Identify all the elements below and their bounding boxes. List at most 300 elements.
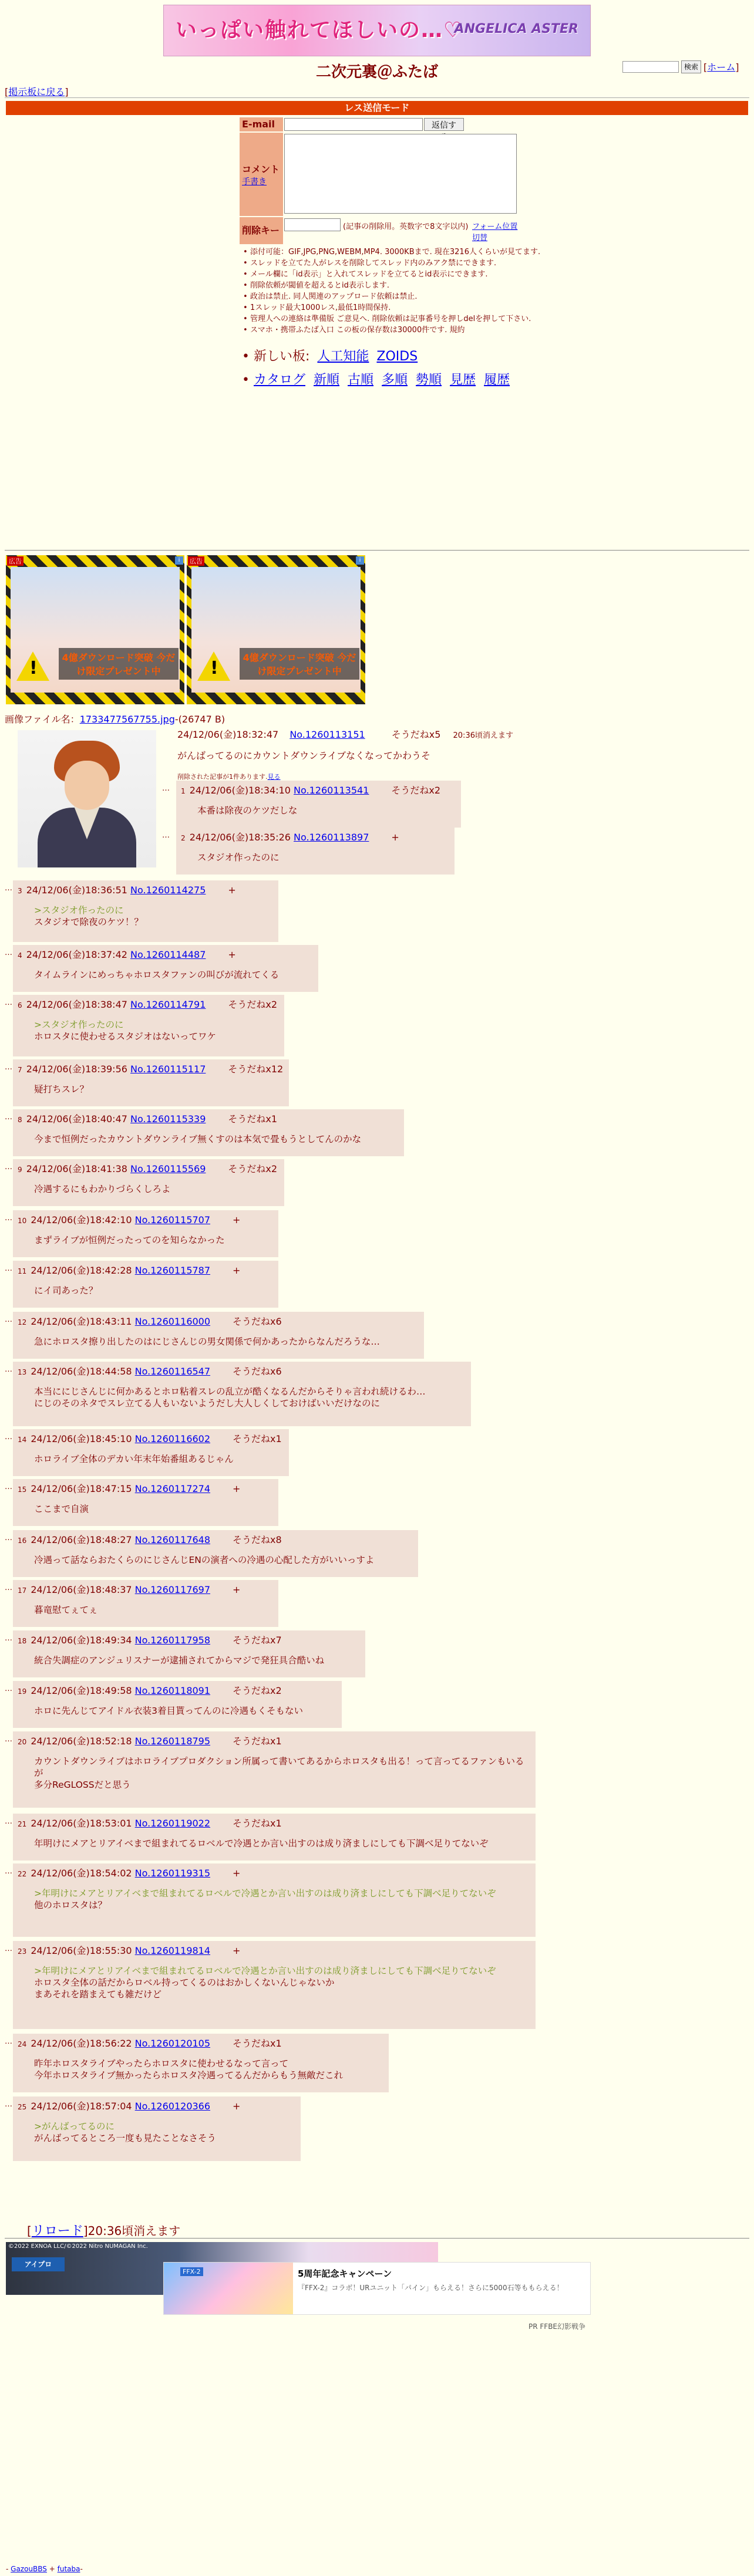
reply-header bbox=[18, 997, 280, 1011]
reply-post bbox=[13, 1109, 404, 1156]
ad-info-icon[interactable]: i bbox=[175, 556, 183, 565]
nav-momentum[interactable]: 勢順 bbox=[416, 373, 442, 387]
reply-post bbox=[13, 1429, 289, 1476]
delete-key-note: (記事の削除用。英数字で8文字以内) bbox=[343, 222, 469, 231]
sodane-button[interactable]: そうだねx12 bbox=[228, 1064, 284, 1075]
reply-date: 24/12/06(金)18:54:02 bbox=[28, 1868, 135, 1879]
op-body: がんばってるのにカウントダウンライブなくなってかわうそ bbox=[177, 750, 431, 761]
reply-post bbox=[13, 1362, 471, 1426]
banner-logo: ANGELICA ASTER bbox=[454, 22, 578, 36]
reply-header bbox=[18, 2036, 384, 2050]
reply-post-number[interactable]: No.1260120105 bbox=[134, 2038, 211, 2049]
rules-list bbox=[242, 247, 594, 336]
reply-date: 24/12/06(金)18:45:10 bbox=[28, 1433, 135, 1444]
reply-post-number[interactable]: No.1260119814 bbox=[134, 1945, 211, 1956]
reply-date: 24/12/06(金)18:57:04 bbox=[28, 2101, 135, 2112]
nav-history[interactable]: 履歴 bbox=[484, 373, 510, 387]
reply-date: 24/12/06(金)18:52:18 bbox=[28, 1736, 135, 1747]
reload-link[interactable]: リロード bbox=[31, 2224, 83, 2239]
reply-body bbox=[197, 852, 450, 863]
reply-index: 13 bbox=[18, 1368, 27, 1376]
reply-index: 16 bbox=[18, 1537, 27, 1545]
reply-date: 24/12/06(金)18:48:27 bbox=[28, 1534, 135, 1545]
futaba-link[interactable]: futaba bbox=[57, 2565, 80, 2573]
reply-header bbox=[18, 1162, 280, 1175]
text-line: ホロライブ全体のデカい年末年始番組あるじゃん bbox=[34, 1454, 234, 1464]
ad-tag: 広告 bbox=[188, 556, 204, 566]
reply-index: 2 bbox=[181, 834, 186, 842]
reply-post-number[interactable]: No.1260119315 bbox=[134, 1868, 211, 1879]
ad-caption: 4億ダウンロード突破 今だけ限定プレゼント中 bbox=[59, 648, 179, 680]
reply-body bbox=[34, 1965, 531, 2000]
reply-index: 10 bbox=[18, 1217, 27, 1225]
reply-header bbox=[18, 1816, 531, 1829]
reply-body bbox=[34, 1838, 531, 1849]
reply-header bbox=[18, 1263, 274, 1277]
reply-index: 12 bbox=[18, 1318, 27, 1326]
divider bbox=[5, 97, 749, 98]
reply-date: 24/12/06(金)18:43:11 bbox=[28, 1316, 135, 1327]
reply-marker: … bbox=[5, 1534, 12, 1542]
quote-line: >スタジオ作ったのに bbox=[34, 905, 124, 916]
text-line: カウントダウンライブはホロライブプロダクション所属って書いてあるからホロスタも出る！って言ってるファンもいるが bbox=[34, 1756, 524, 1778]
handwrite-link[interactable]: 手書き bbox=[242, 177, 267, 187]
reply-post-number[interactable]: No.1260116547 bbox=[134, 1366, 211, 1377]
reply-post bbox=[176, 828, 455, 875]
reply-index: 19 bbox=[18, 1687, 27, 1696]
reply-marker: … bbox=[5, 1584, 12, 1592]
reply-index: 21 bbox=[18, 1820, 27, 1828]
text-line: スタジオ作ったのに bbox=[197, 852, 280, 863]
reply-date: 24/12/06(金)18:34:10 bbox=[186, 785, 294, 796]
rule-item: • スマホ・携帯ふたば入口 この板の保存数は30000件です. 規約 bbox=[242, 325, 594, 336]
text-line: 急にホロスタ擦り出したのはにじさんじの男女関係で何かあったからなんだろうな… bbox=[34, 1336, 380, 1347]
reply-post-number[interactable]: No.1260117697 bbox=[134, 1584, 211, 1595]
reply-body bbox=[34, 969, 314, 981]
quote-line: >がんばってるのに bbox=[34, 2121, 115, 2132]
reply-body bbox=[34, 2058, 384, 2081]
reply-body bbox=[34, 1705, 337, 1717]
reply-header bbox=[18, 1112, 399, 1125]
reply-body bbox=[34, 1285, 274, 1297]
text-line: 本番は除夜のケツだしな bbox=[197, 805, 298, 816]
nav-new[interactable]: 新順 bbox=[314, 373, 340, 387]
sodane-button[interactable]: そうだねx2 bbox=[228, 999, 278, 1010]
reply-body bbox=[34, 1019, 280, 1042]
sodane-button[interactable]: + bbox=[228, 884, 236, 896]
reply-date: 24/12/06(金)18:48:37 bbox=[28, 1584, 135, 1595]
reply-post bbox=[13, 1530, 418, 1577]
reply-marker: … bbox=[5, 1113, 12, 1122]
sodane-button[interactable]: そうだねx5 bbox=[391, 729, 441, 740]
reply-header bbox=[18, 1481, 274, 1495]
text-line: まずライブが恒例だったってのを知らなかった bbox=[34, 1235, 225, 1245]
reply-marker: … bbox=[162, 784, 170, 793]
reply-post-number[interactable]: No.1260117274 bbox=[134, 1483, 211, 1494]
reply-body bbox=[34, 1604, 274, 1616]
reply-date: 24/12/06(金)18:38:47 bbox=[23, 999, 131, 1010]
quote-line: >年明けにメアとリアイベまで組まれてるロベルで冷遇とか言い出すのは成り済ましにしても下調べ足りてないぞ bbox=[34, 1966, 496, 1976]
rule-item: • 添付可能：GIF,JPG,PNG,WEBM,MP4. 3000KBまで. 現在3216人くらいが見てます. bbox=[242, 247, 594, 258]
ad-info-icon[interactable]: i bbox=[356, 556, 364, 565]
reply-post-number[interactable]: No.1260116000 bbox=[134, 1316, 211, 1327]
reply-header bbox=[18, 1866, 531, 1879]
email-field[interactable] bbox=[284, 118, 423, 131]
submit-reply-button[interactable]: 返信す bbox=[424, 118, 464, 131]
ad-logo: アイプロ bbox=[12, 2257, 65, 2271]
sodane-button[interactable]: そうだねx2 bbox=[391, 785, 441, 796]
reply-date: 24/12/06(金)18:40:47 bbox=[23, 1113, 131, 1125]
sodane-button[interactable]: + bbox=[233, 1584, 241, 1595]
reply-body bbox=[34, 904, 274, 928]
ad-banner-left[interactable]: 広告 i ! 4億ダウンロード突破 今だけ限定プレゼント中 bbox=[6, 555, 184, 704]
mode-bar: レス送信モード bbox=[6, 101, 748, 115]
reply-date: 24/12/06(金)18:42:28 bbox=[28, 1265, 135, 1276]
reply-post bbox=[13, 880, 278, 942]
reply-index: 15 bbox=[18, 1485, 27, 1494]
sodane-button[interactable]: + bbox=[233, 1214, 241, 1225]
reply-header bbox=[18, 947, 314, 961]
thread-expire: 20:36頃消えます bbox=[87, 2224, 181, 2238]
reply-post bbox=[13, 1261, 278, 1308]
op-header bbox=[177, 727, 513, 741]
reply-post-number[interactable]: No.1260114275 bbox=[130, 884, 206, 896]
reply-post bbox=[13, 1731, 536, 1808]
reply-body bbox=[34, 2121, 296, 2144]
sodane-button[interactable]: そうだねx1 bbox=[233, 1433, 282, 1444]
reply-post-number[interactable]: No.1260113897 bbox=[294, 832, 369, 843]
reply-marker: … bbox=[5, 1163, 12, 1171]
reply-marker: … bbox=[5, 1063, 12, 1072]
reload-area: [リロード]20:36頃消えます bbox=[27, 2224, 181, 2239]
reply-post bbox=[13, 1681, 342, 1728]
reply-header bbox=[18, 1943, 531, 1957]
reply-marker: … bbox=[5, 1433, 12, 1441]
reply-post bbox=[13, 1941, 536, 2029]
reply-header bbox=[18, 1582, 274, 1596]
search-box: 検索 [ホーム] bbox=[622, 60, 739, 73]
reply-date: 24/12/06(金)18:49:58 bbox=[28, 1685, 135, 1696]
reply-post bbox=[13, 1210, 278, 1257]
text-line: 年明けにメアとリアイベまで組まれてるロベルで冷遇とか言い出すのは成り済ましにしても下調べ足りてないぞ bbox=[34, 1838, 489, 1849]
quote-line: >年明けにメアとリアイベまで組まれてるロベルで冷遇とか言い出すのは成り済ましにしても下調べ足りてないぞ bbox=[34, 1888, 496, 1899]
reply-marker: … bbox=[5, 1634, 12, 1643]
comment-field[interactable] bbox=[284, 134, 517, 214]
text-line: 統合失調症のアンジュリスナーが逮捕されてからマジで発狂具合酷いね bbox=[34, 1655, 325, 1666]
reply-post-number[interactable]: No.1260114791 bbox=[130, 999, 206, 1010]
reply-post-number[interactable]: No.1260115787 bbox=[134, 1265, 211, 1276]
reply-marker: … bbox=[5, 1214, 12, 1223]
reply-marker: … bbox=[5, 1817, 12, 1826]
reply-post-number[interactable]: No.1260114487 bbox=[130, 949, 206, 960]
reply-date: 24/12/06(金)18:39:56 bbox=[23, 1064, 131, 1075]
reply-date: 24/12/06(金)18:42:10 bbox=[28, 1214, 135, 1225]
sodane-button[interactable]: そうだねx1 bbox=[233, 1736, 282, 1747]
reply-body bbox=[34, 1234, 274, 1246]
sodane-button[interactable]: + bbox=[233, 1265, 241, 1276]
top-banner-ad[interactable] bbox=[163, 5, 591, 56]
bottom-ad-native[interactable] bbox=[163, 2262, 591, 2315]
text-line: 昨年ホロスタライブやったらホロスタに使わせるなって言って bbox=[34, 2058, 289, 2069]
reply-date: 24/12/06(金)18:37:42 bbox=[23, 949, 131, 960]
reply-marker: … bbox=[5, 1735, 12, 1744]
sodane-button[interactable]: + bbox=[228, 949, 236, 960]
sodane-button[interactable]: そうだねx6 bbox=[233, 1366, 282, 1377]
reply-post bbox=[13, 1580, 278, 1627]
ad-pr-label: PR FFBE幻影戦争 bbox=[529, 2322, 586, 2331]
file-size: -(26747 B) bbox=[174, 714, 225, 725]
reply-body bbox=[34, 1183, 280, 1195]
reply-post-number[interactable]: No.1260115569 bbox=[130, 1163, 206, 1174]
reply-marker: … bbox=[5, 884, 12, 893]
reply-marker: … bbox=[162, 831, 170, 840]
op-image-file-link[interactable]: 1733477567755.jpg bbox=[79, 714, 175, 725]
reply-header bbox=[181, 830, 450, 843]
nav-catalog[interactable]: カタログ bbox=[253, 373, 305, 387]
reply-date: 24/12/06(金)18:53:01 bbox=[28, 1818, 135, 1829]
reply-body bbox=[34, 1083, 284, 1095]
reply-marker: … bbox=[5, 1483, 12, 1491]
reply-marker: … bbox=[5, 1867, 12, 1876]
sodane-button[interactable]: そうだねx1 bbox=[233, 2038, 282, 2049]
text-line: 疑打ちスレ？ bbox=[34, 1084, 89, 1095]
reply-body bbox=[34, 1503, 274, 1515]
reply-index: 18 bbox=[18, 1637, 27, 1645]
reply-body bbox=[34, 1453, 284, 1465]
site-title: 二次元裏＠ふたば bbox=[315, 63, 438, 81]
text-line: ホロスタに使わせるスタジオはないってワケ bbox=[34, 1031, 217, 1042]
text-line: 冷遇するにもわかりづらくしろよ bbox=[34, 1184, 171, 1194]
gazoubbs-link[interactable]: GazouBBS bbox=[11, 2565, 47, 2573]
rule-item: • 管理人への連絡は準備版 ご意見へ. 削除依頼は記事番号を押しdelを押して下さい. bbox=[242, 313, 594, 325]
delete-key-label: 削除キー bbox=[240, 217, 283, 244]
reply-marker: … bbox=[5, 1944, 12, 1953]
op-date: 24/12/06(金)18:32:47 bbox=[177, 729, 279, 740]
sodane-button[interactable]: そうだねx2 bbox=[228, 1163, 278, 1174]
board-link-zoids[interactable]: ZOIDS bbox=[376, 349, 418, 364]
delete-key-field[interactable] bbox=[284, 218, 341, 231]
reply-body bbox=[34, 1133, 399, 1145]
text-line: にイ司あった？ bbox=[34, 1285, 98, 1296]
reply-header bbox=[18, 1633, 361, 1646]
sodane-button[interactable]: そうだねx6 bbox=[233, 1316, 282, 1327]
search-input[interactable] bbox=[622, 61, 679, 73]
sodane-button[interactable]: そうだねx7 bbox=[233, 1635, 282, 1646]
reply-marker: … bbox=[5, 1264, 12, 1273]
text-line: タイムラインにめっちゃホロスタファンの叫びが流れてくる bbox=[34, 970, 280, 980]
text-line: がんばってるところ一度も見たことなさそう bbox=[34, 2133, 217, 2143]
text-line: まあそれを踏まえても雑だけど bbox=[34, 1989, 162, 2000]
home-link[interactable]: ホーム bbox=[707, 62, 736, 73]
reply-date: 24/12/06(金)18:44:58 bbox=[28, 1366, 135, 1377]
reply-marker: … bbox=[5, 2037, 12, 2046]
new-boards: • 新しい板: 人工知能 ZOIDS bbox=[242, 349, 418, 364]
sodane-button[interactable]: そうだねx1 bbox=[233, 1818, 282, 1829]
reply-index: 17 bbox=[18, 1586, 27, 1595]
sodane-button[interactable]: そうだねx1 bbox=[228, 1113, 278, 1125]
sodane-button[interactable]: + bbox=[233, 1483, 241, 1494]
email-label: E-mail bbox=[240, 117, 283, 131]
form-position-toggle-link[interactable]: フォーム位置切替 bbox=[472, 222, 518, 242]
reply-post-number[interactable]: No.1260118795 bbox=[134, 1736, 211, 1747]
reply-header bbox=[18, 2099, 296, 2112]
back-to-board-link[interactable]: 掲示板に戻る bbox=[8, 86, 65, 97]
back-nav: [掲示板に戻る] bbox=[5, 86, 69, 97]
reply-marker: … bbox=[5, 998, 12, 1007]
reply-index: 11 bbox=[18, 1267, 27, 1275]
reply-index: 24 bbox=[18, 2040, 27, 2048]
reply-post-number[interactable]: No.1260115339 bbox=[130, 1113, 206, 1125]
reply-body bbox=[34, 1655, 361, 1666]
rule-item: • メール欄に「id表示」と入れてスレッドを立てるとid表示にできます. bbox=[242, 269, 594, 280]
ad-banner-right[interactable]: 広告 i ! 4億ダウンロード突破 今だけ限定プレゼント中 bbox=[187, 555, 365, 704]
op-expire: 20:36頃消えます bbox=[453, 731, 513, 740]
text-line: 暮竜慰てぇてぇ bbox=[34, 1605, 98, 1615]
reply-body bbox=[34, 1755, 531, 1791]
catalog-nav: • カタログ 新順 古順 多順 勢順 見歴 履歴 bbox=[242, 373, 510, 387]
reply-index: 6 bbox=[18, 1001, 22, 1010]
search-button[interactable]: 検索 bbox=[681, 60, 701, 73]
reply-post-number[interactable]: No.1260117958 bbox=[134, 1635, 211, 1646]
reply-header bbox=[18, 1432, 284, 1445]
reply-post bbox=[13, 2096, 301, 2161]
reply-post-number[interactable]: No.1260115117 bbox=[130, 1064, 206, 1075]
text-line: ホロスタ全体の話だからロベル持ってくるのはおかしくないんじゃないか bbox=[34, 1977, 335, 1988]
nav-viewed[interactable]: 見歴 bbox=[450, 373, 476, 387]
reply-index: 22 bbox=[18, 1870, 27, 1878]
reply-header bbox=[18, 1062, 284, 1075]
reply-post-number[interactable]: No.1260118091 bbox=[134, 1685, 211, 1696]
reply-post bbox=[13, 2034, 389, 2092]
ad-tag: 広告 bbox=[7, 556, 23, 566]
divider bbox=[5, 2238, 749, 2239]
reply-post bbox=[176, 781, 461, 828]
reply-post bbox=[13, 995, 284, 1056]
sodane-button[interactable]: + bbox=[391, 832, 399, 843]
reply-header bbox=[18, 1532, 413, 1546]
rule-item: • 1スレッド最大1000レス,最低1時間保持. bbox=[242, 302, 594, 313]
reply-header bbox=[18, 883, 274, 896]
nav-many[interactable]: 多順 bbox=[382, 373, 408, 387]
deleted-note: 削除された記事が1件あります.見る bbox=[177, 773, 281, 781]
rule-item: • 削除依頼が閾値を超えるとid表示します. bbox=[242, 280, 594, 291]
reply-date: 24/12/06(金)18:41:38 bbox=[23, 1163, 131, 1174]
reply-post bbox=[13, 1059, 289, 1106]
sodane-button[interactable]: + bbox=[233, 1868, 241, 1879]
footer: - GazouBBS + futaba- bbox=[6, 2565, 83, 2573]
sodane-button[interactable]: そうだねx8 bbox=[233, 1534, 282, 1545]
ad-thumb-label: FFX-2 bbox=[180, 2267, 203, 2276]
comment-label bbox=[240, 133, 283, 216]
reply-header bbox=[18, 1364, 466, 1378]
text-line: 多分ReGLOSSだと思う bbox=[34, 1780, 131, 1790]
rule-item: • 政治は禁止. 同人関連のアップロード依頼は禁止. bbox=[242, 291, 594, 302]
reply-index: 9 bbox=[18, 1166, 22, 1174]
reply-post bbox=[13, 1312, 424, 1359]
reply-index: 7 bbox=[18, 1066, 22, 1074]
text-line: スタジオで除夜のケツ！？ bbox=[34, 917, 143, 927]
reply-body bbox=[34, 1386, 466, 1409]
quote-line: >スタジオ作ったのに bbox=[34, 1019, 124, 1030]
reply-header bbox=[18, 1213, 274, 1226]
reply-post-number[interactable]: No.1260117648 bbox=[134, 1534, 211, 1545]
op-post-number[interactable]: No.1260113151 bbox=[290, 729, 365, 740]
reply-index: 20 bbox=[18, 1738, 27, 1746]
text-line: ここまで自演 bbox=[34, 1504, 89, 1514]
reply-marker: … bbox=[5, 1365, 12, 1374]
reply-index: 23 bbox=[18, 1947, 27, 1956]
reply-header bbox=[18, 1314, 419, 1328]
ad-copyright: ©2022 EXNOA LLC/©2022 Nitro NUMAGAN Inc. bbox=[8, 2243, 148, 2250]
reply-body bbox=[34, 1554, 413, 1566]
reply-index: 14 bbox=[18, 1436, 27, 1444]
op-file-info bbox=[5, 712, 225, 725]
reply-index: 8 bbox=[18, 1116, 22, 1124]
reply-date: 24/12/06(金)18:56:22 bbox=[28, 2038, 135, 2049]
reply-date: 24/12/06(金)18:47:15 bbox=[28, 1483, 135, 1494]
text-line: 本当ににじさんじに何かあるとホロ粘着スレの乱立が酷くなるんだからそりゃ言われ続けるわ… bbox=[34, 1386, 426, 1397]
reply-header bbox=[181, 783, 456, 796]
nav-old[interactable]: 古順 bbox=[348, 373, 374, 387]
board-link-ai[interactable]: 人工知能 bbox=[317, 349, 369, 364]
reply-index: 3 bbox=[18, 887, 22, 895]
comment-label-text: コメント bbox=[242, 164, 280, 175]
rule-item: • スレッドを立てた人がレスを削除してスレッド内のみアク禁にできます. bbox=[242, 258, 594, 269]
text-line: 冷遇って話ならおたくらのにじさんじENの演者への冷遇の心配した方がいいっすよ bbox=[34, 1555, 375, 1565]
sodane-button[interactable]: そうだねx2 bbox=[233, 1685, 282, 1696]
reply-post-number[interactable]: No.1260115707 bbox=[134, 1214, 211, 1225]
show-deleted-link[interactable]: 見る bbox=[267, 773, 281, 781]
file-label: 画像ファイル名： bbox=[5, 714, 80, 725]
reply-body bbox=[34, 1336, 419, 1348]
sodane-button[interactable]: + bbox=[233, 2101, 241, 2112]
sodane-button[interactable]: + bbox=[233, 1945, 241, 1956]
reply-post-number[interactable]: No.1260113541 bbox=[294, 785, 369, 796]
reply-marker: … bbox=[5, 2100, 12, 2109]
reply-post bbox=[13, 1159, 284, 1206]
divider bbox=[5, 550, 749, 551]
reply-header bbox=[18, 1683, 337, 1697]
reply-post bbox=[13, 1863, 536, 1937]
text-line: にじのそのネタでスレ立てる人もいないようだし大人しくしておけばいいだけなのに bbox=[34, 1398, 381, 1409]
reply-marker: … bbox=[5, 1684, 12, 1693]
reply-marker: … bbox=[5, 948, 12, 957]
reply-post bbox=[13, 1630, 365, 1677]
reply-date: 24/12/06(金)18:36:51 bbox=[23, 884, 131, 896]
reply-post-number[interactable]: No.1260116602 bbox=[134, 1433, 211, 1444]
ad-title: 5周年記念キャンペーン bbox=[298, 2268, 392, 2279]
reply-post-number[interactable]: No.1260120366 bbox=[134, 2101, 211, 2112]
ad-caption: 4億ダウンロード突破 今だけ限定プレゼント中 bbox=[240, 648, 359, 680]
reply-index: 1 bbox=[181, 787, 186, 795]
ad-description: 『FFX-2』コラボ！URユニット「パイン」もらえる！さらに5000石等ももらえる！ bbox=[298, 2284, 564, 2292]
reply-marker: … bbox=[5, 1315, 12, 1324]
banner-text: いっぱい触れてほしいの…♡ bbox=[176, 18, 464, 42]
reply-post-number[interactable]: No.1260119022 bbox=[134, 1818, 211, 1829]
reply-post bbox=[13, 1814, 536, 1861]
reply-date: 24/12/06(金)18:35:26 bbox=[186, 832, 294, 843]
op-image-thumbnail[interactable] bbox=[18, 730, 156, 867]
text-line: 今まで恒例だったカウントダウンライブ無くすのは本気で畳もうとしてんのかな bbox=[34, 1134, 362, 1144]
text-line: 他のホロスタは？ bbox=[34, 1900, 107, 1910]
reply-date: 24/12/06(金)18:49:34 bbox=[28, 1635, 135, 1646]
reply-header bbox=[18, 1734, 531, 1747]
reply-index: 4 bbox=[18, 951, 22, 960]
reply-body bbox=[197, 805, 456, 816]
reply-post bbox=[13, 945, 318, 992]
reply-index: 25 bbox=[18, 2103, 27, 2111]
text-line: ホロに先んじてアイドル衣装3着目貰ってんのに冷遇もくそもない bbox=[34, 1706, 303, 1716]
